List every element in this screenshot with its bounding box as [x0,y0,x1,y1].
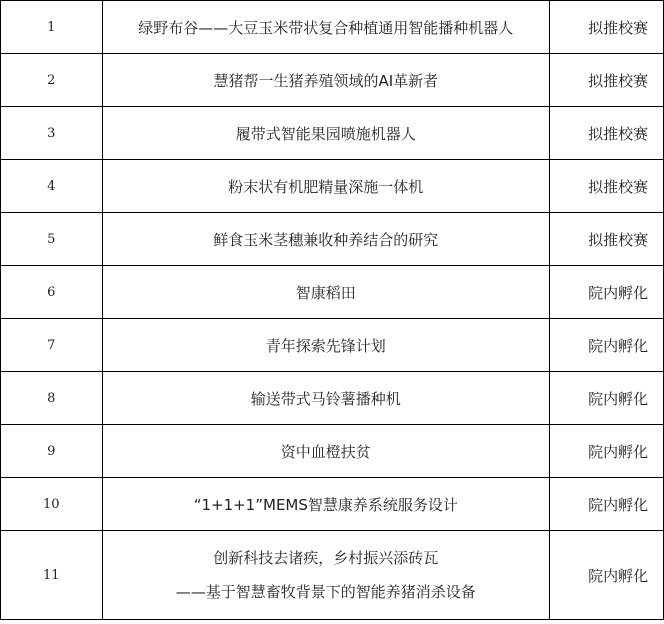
table-row [1,54,664,107]
project-name-line: 资中血橙扶贫 [280,442,371,461]
project-category: 拟推校赛 [550,213,664,266]
project-name [102,107,550,160]
project-name-line: 鲜食玉米茎穗兼收种养结合的研究 [213,230,439,249]
project-name-line: 绿野布谷——大豆玉米带状复合种植通用智能播种机器人 [138,18,514,37]
row-number: 11 [1,531,103,620]
row-number: 7 [1,319,103,372]
project-name [102,425,550,478]
project-name-line: 输送带式马铃薯播种机 [250,389,401,408]
project-name-line: 履带式智能果园喷施机器人 [235,124,416,143]
project-category: 拟推校赛 [550,160,664,213]
project-category: 院内孵化 [550,319,664,372]
row-number: 6 [1,266,103,319]
table-row [1,213,664,266]
row-number: 2 [1,54,103,107]
project-category: 院内孵化 [550,478,664,531]
row-number: 9 [1,425,103,478]
project-name [102,531,550,620]
project-category: 拟推校赛 [550,1,664,54]
project-name-line: 青年探索先锋计划 [265,336,386,355]
project-name [102,319,550,372]
project-name-line: 创新科技去诸疾，乡村振兴添砖瓦 [213,549,439,567]
project-category: 院内孵化 [550,266,664,319]
row-number: 1 [1,1,103,54]
project-name [102,1,550,54]
project-name-line: 慧猪帮一生猪养殖领域的AI革新者 [213,71,439,90]
table-row [1,531,664,620]
row-number: 5 [1,213,103,266]
table-row [1,372,664,425]
project-category: 院内孵化 [550,425,664,478]
project-name [102,160,550,213]
project-name-line: 智康稻田 [295,283,356,302]
table-row [1,478,664,531]
table-row [1,425,664,478]
project-category: 拟推校赛 [550,54,664,107]
table-row [1,1,664,54]
project-name-line: “1+1+1”MEMS智慧康养系统服务设计 [193,495,458,514]
project-name [102,266,550,319]
project-category: 院内孵化 [550,372,664,425]
project-name-line: ——基于智慧畜牧背景下的智能养猪消杀设备 [175,583,476,601]
table-row [1,107,664,160]
row-number: 10 [1,478,103,531]
project-name [102,54,550,107]
project-name [102,372,550,425]
table-row [1,266,664,319]
row-number: 3 [1,107,103,160]
row-number: 4 [1,160,103,213]
project-name [102,478,550,531]
row-number: 8 [1,372,103,425]
project-name [102,213,550,266]
table-row [1,319,664,372]
project-category: 院内孵化 [550,531,664,620]
project-category: 拟推校赛 [550,107,664,160]
table-row [1,160,664,213]
project-name-line: 粉末状有机肥精量深施一体机 [228,177,424,196]
